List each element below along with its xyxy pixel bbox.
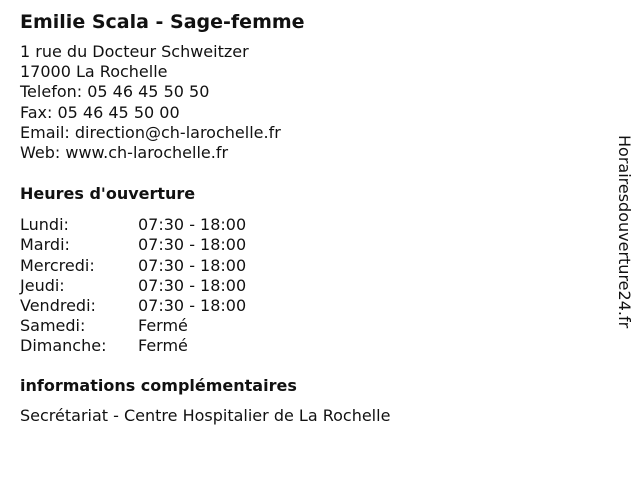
hours-row — [20, 256, 600, 276]
hours-value: 07:30 - 18:00 — [138, 275, 247, 295]
day-label: Jeudi: — [20, 275, 65, 295]
day-label: Lundi: — [20, 215, 69, 235]
hours-row — [20, 235, 600, 255]
page-title: Emilie Scala - Sage-femme — [20, 11, 305, 33]
hours-row — [20, 215, 600, 235]
hours-value: 07:30 - 18:00 — [138, 215, 247, 235]
opening-hours-heading: Heures d'ouverture — [20, 184, 196, 204]
hours-row — [20, 276, 600, 296]
hours-row — [20, 316, 600, 336]
fax-number: Fax: 05 46 45 50 00 — [20, 102, 180, 122]
address-block — [20, 42, 600, 163]
site-watermark: Horairesdouverture24.fr — [615, 135, 634, 329]
additional-info-heading: informations complémentaires — [20, 375, 297, 395]
phone-number: Telefon: 05 46 45 50 50 — [20, 82, 210, 102]
hours-value: 07:30 - 18:00 — [138, 296, 247, 316]
street-address: 1 rue du Docteur Schweitzer — [20, 42, 249, 61]
additional-info-text: Secrétariat - Centre Hospitalier de La Rochelle — [20, 405, 391, 425]
day-label: Dimanche: — [20, 336, 107, 356]
hours-value: 07:30 - 18:00 — [138, 235, 247, 255]
hours-value: Fermé — [138, 316, 188, 336]
city: 17000 La Rochelle — [20, 62, 168, 82]
day-label: Mercredi: — [20, 255, 95, 275]
website: Web: www.ch-larochelle.fr — [20, 143, 229, 163]
hours-row — [20, 296, 600, 316]
hours-value: Fermé — [138, 336, 188, 356]
day-label: Samedi: — [20, 316, 86, 336]
listing-card — [20, 9, 600, 426]
day-label: Vendredi: — [20, 296, 96, 316]
day-label: Mardi: — [20, 235, 70, 255]
opening-hours-table — [20, 215, 600, 356]
hours-value: 07:30 - 18:00 — [138, 255, 247, 275]
hours-row — [20, 336, 600, 356]
email-address: Email: direction@ch-larochelle.fr — [20, 122, 281, 142]
